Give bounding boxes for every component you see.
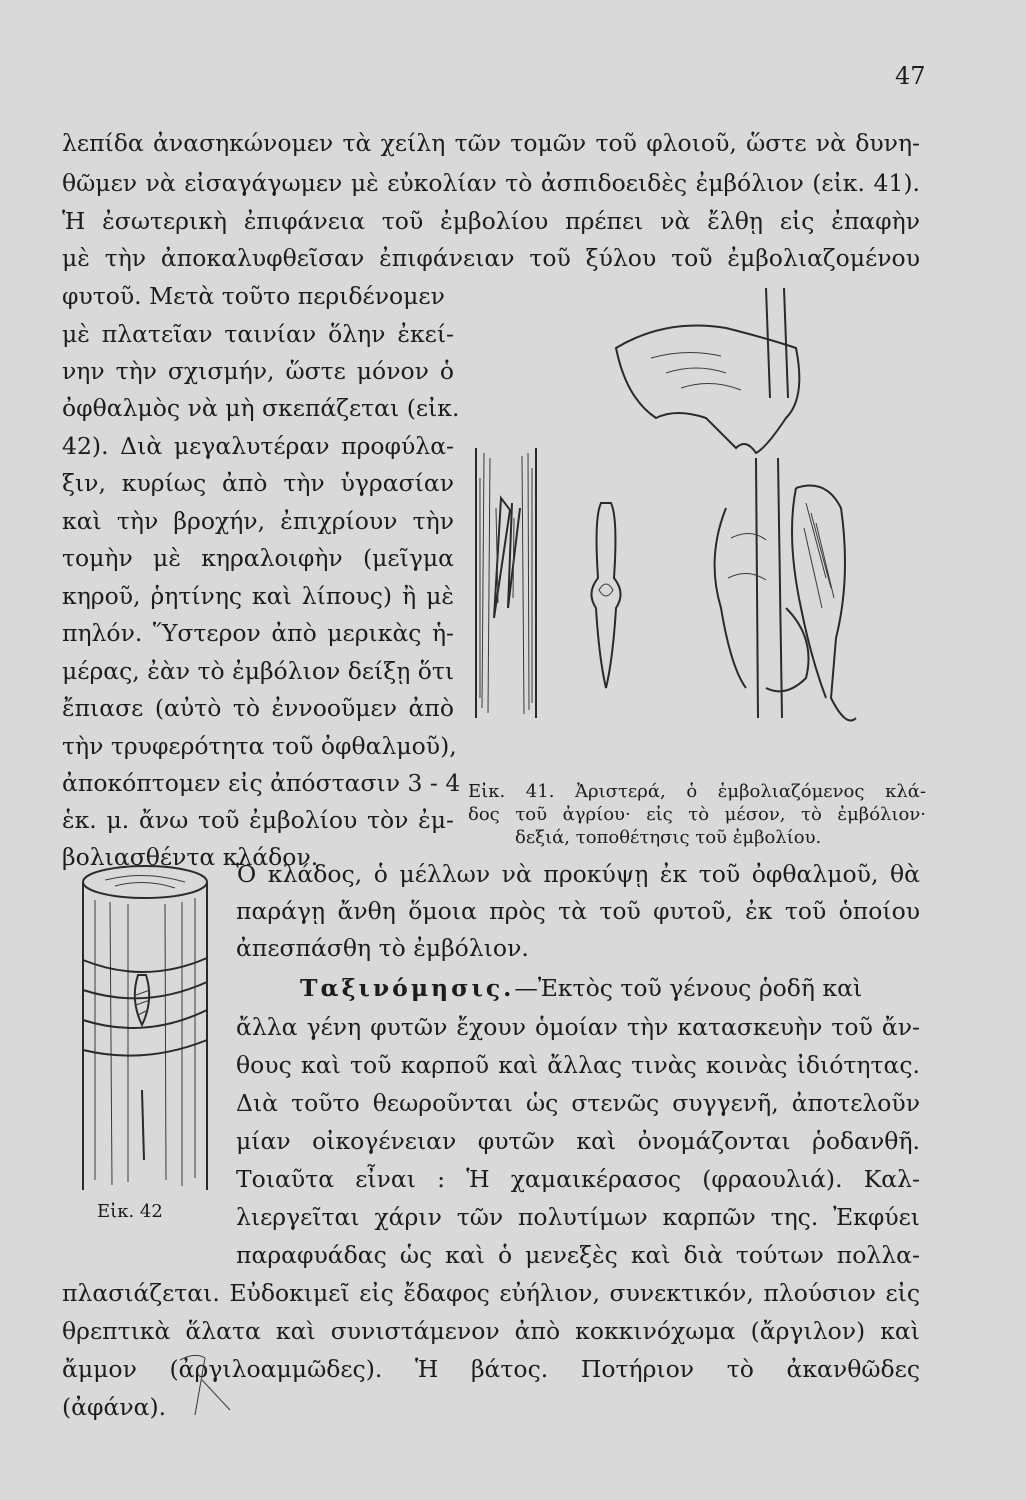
text-line: κηροῦ, ῥητίνης καὶ λίπους) ἢ μὲ	[62, 582, 454, 610]
text-line: τομὴν μὲ κηραλοιφὴν (μεῖγμα	[62, 544, 454, 572]
hand-with-knife-drawing	[616, 288, 856, 721]
text-line: φυτοῦ. Μετὰ τοῦτο περιδένομεν	[62, 282, 445, 310]
text-line: Διὰ τοῦτο θεωροῦνται ὡς στενῶς συγγενῆ, ἀποτελοῦν	[236, 1089, 920, 1117]
page-number: 47	[895, 62, 926, 90]
taxonomy-heading-line	[300, 974, 863, 1002]
text-line: μίαν οἰκογένειαν φυτῶν καὶ ὀνομάζονται ῥοδανθῆ.	[236, 1127, 920, 1155]
text-line: πηλόν. Ὕστερον ἀπὸ μερικὰς ἡ-	[62, 619, 454, 647]
text-line: Τοιαῦτα εἶναι : Ἡ χαμαικέρασος (φραουλιά). Καλ-	[236, 1165, 920, 1193]
text-line: λεπίδα ἀνασηκώνομεν τὰ χείλη τῶν τομῶν τοῦ φλοιοῦ, ὥστε νὰ δυνη-	[62, 129, 920, 157]
text-line: λιεργεῖται χάριν τῶν πολυτίμων καρπῶν της. Ἐκφύει	[236, 1203, 920, 1231]
figure-41-caption-line: δεξιά, τοποθέτησις τοῦ ἐμβολίου.	[515, 827, 822, 848]
text-line: μὲ τὴν ἀποκαλυφθεῖσαν ἐπιφάνειαν τοῦ ξύλου τοῦ ἐμβολιαζομένου	[62, 244, 920, 272]
text-line: ξιν, κυρίως ἀπὸ τὴν ὑγρασίαν	[62, 469, 454, 497]
text-line: 42). Διὰ μεγαλυτέραν προφύλα-	[62, 432, 454, 460]
text-line: ἔπιασε (αὐτὸ τὸ ἐννοοῦμεν ἀπὸ	[62, 694, 454, 722]
taxonomy-heading: Ταξινόμησις.	[300, 974, 515, 1002]
text-line: ὀφθαλμὸς νὰ μὴ σκεπάζεται (εἰκ.	[62, 394, 460, 422]
text-line: καὶ τὴν βροχήν, ἐπιχρίουν τὴν	[62, 507, 454, 535]
text-line: (ἀφάνα).	[62, 1393, 167, 1421]
text-line: θρεπτικὰ ἅλατα καὶ συνιστάμενον ἀπὸ κοκκινόχωμα (ἄργιλον) καὶ	[62, 1317, 920, 1345]
figure-42-illustration	[70, 860, 220, 1195]
text-line: πλασιάζεται. Εὐδοκιμεῖ εἰς ἔδαφος εὐήλιον, συνεκτικόν, πλούσιον εἰς	[62, 1279, 920, 1307]
text-line: Ὁ κλάδος, ὁ μέλλων νὰ προκύψῃ ἐκ τοῦ ὀφθαλμοῦ, θὰ	[236, 860, 920, 888]
text-line: νην τὴν σχισμήν, ὥστε μόνον ὁ	[62, 357, 454, 385]
figure-41-caption-line: Εἰκ. 41. Ἀριστερά, ὁ ἐμβολιαζόμενος κλά-	[468, 781, 926, 802]
shield-bud-drawing	[591, 503, 620, 688]
figure-41-caption-line: δος τοῦ ἀγρίου· εἰς τὸ μέσον, τὸ ἐμβόλιον·	[468, 804, 926, 825]
figure-42-caption: Εἰκ. 42	[97, 1201, 163, 1222]
text-line: μὲ πλατεῖαν ταινίαν ὅλην ἐκεί-	[62, 320, 454, 348]
text-line: ἀποκόπτομεν εἰς ἀπόστασιν 3 - 4	[62, 769, 461, 797]
text-line: θους καὶ τοῦ καρποῦ καὶ ἄλλας τινὰς κοινὰς ἰδιότητας.	[236, 1051, 920, 1079]
pencil-mark	[170, 1340, 250, 1420]
text-line: ἄμμον (ἀργιλοαμμῶδες). Ἡ βάτος. Ποτήριον τὸ ἀκανθῶδες	[62, 1355, 920, 1383]
text-line: τὴν τρυφερότητα τοῦ ὀφθαλμοῦ),	[62, 732, 457, 760]
text-line: παράγῃ ἄνθη ὅμοια πρὸς τὰ τοῦ φυτοῦ, ἐκ τοῦ ὁποίου	[236, 897, 920, 925]
text-line: ἄλλα γένη φυτῶν ἔχουν ὁμοίαν τὴν κατασκευὴν τοῦ ἄν-	[236, 1013, 920, 1041]
text-segment: —Ἐκτὸς τοῦ γένους ῥοδῆ καὶ	[514, 974, 863, 1002]
figure-41-illustration	[466, 278, 926, 748]
text-line: παραφυάδας ὡς καὶ ὁ μενεξὲς καὶ διὰ τούτων πολλα-	[236, 1241, 920, 1269]
text-line: βολιασθέντα κλάδον.	[62, 843, 319, 871]
text-line: ἀπεσπάσθη τὸ ἐμβόλιον.	[236, 934, 529, 962]
branch-stock-drawing	[476, 448, 536, 718]
text-line: ἑκ. μ. ἄνω τοῦ ἐμβολίου τὸν ἐμ-	[62, 806, 454, 834]
text-line: μέρας, ἐὰν τὸ ἐμβόλιον δείξῃ ὅτι	[62, 657, 455, 685]
text-line: θῶμεν νὰ εἰσαγάγωμεν μὲ εὐκολίαν τὸ ἀσπιδοειδὲς ἐμβόλιον (εἰκ. 41).	[62, 169, 920, 197]
text-line: Ἡ ἐσωτερικὴ ἐπιφάνεια τοῦ ἐμβολίου πρέπει νὰ ἔλθῃ εἰς ἐπαφὴν	[62, 207, 920, 235]
